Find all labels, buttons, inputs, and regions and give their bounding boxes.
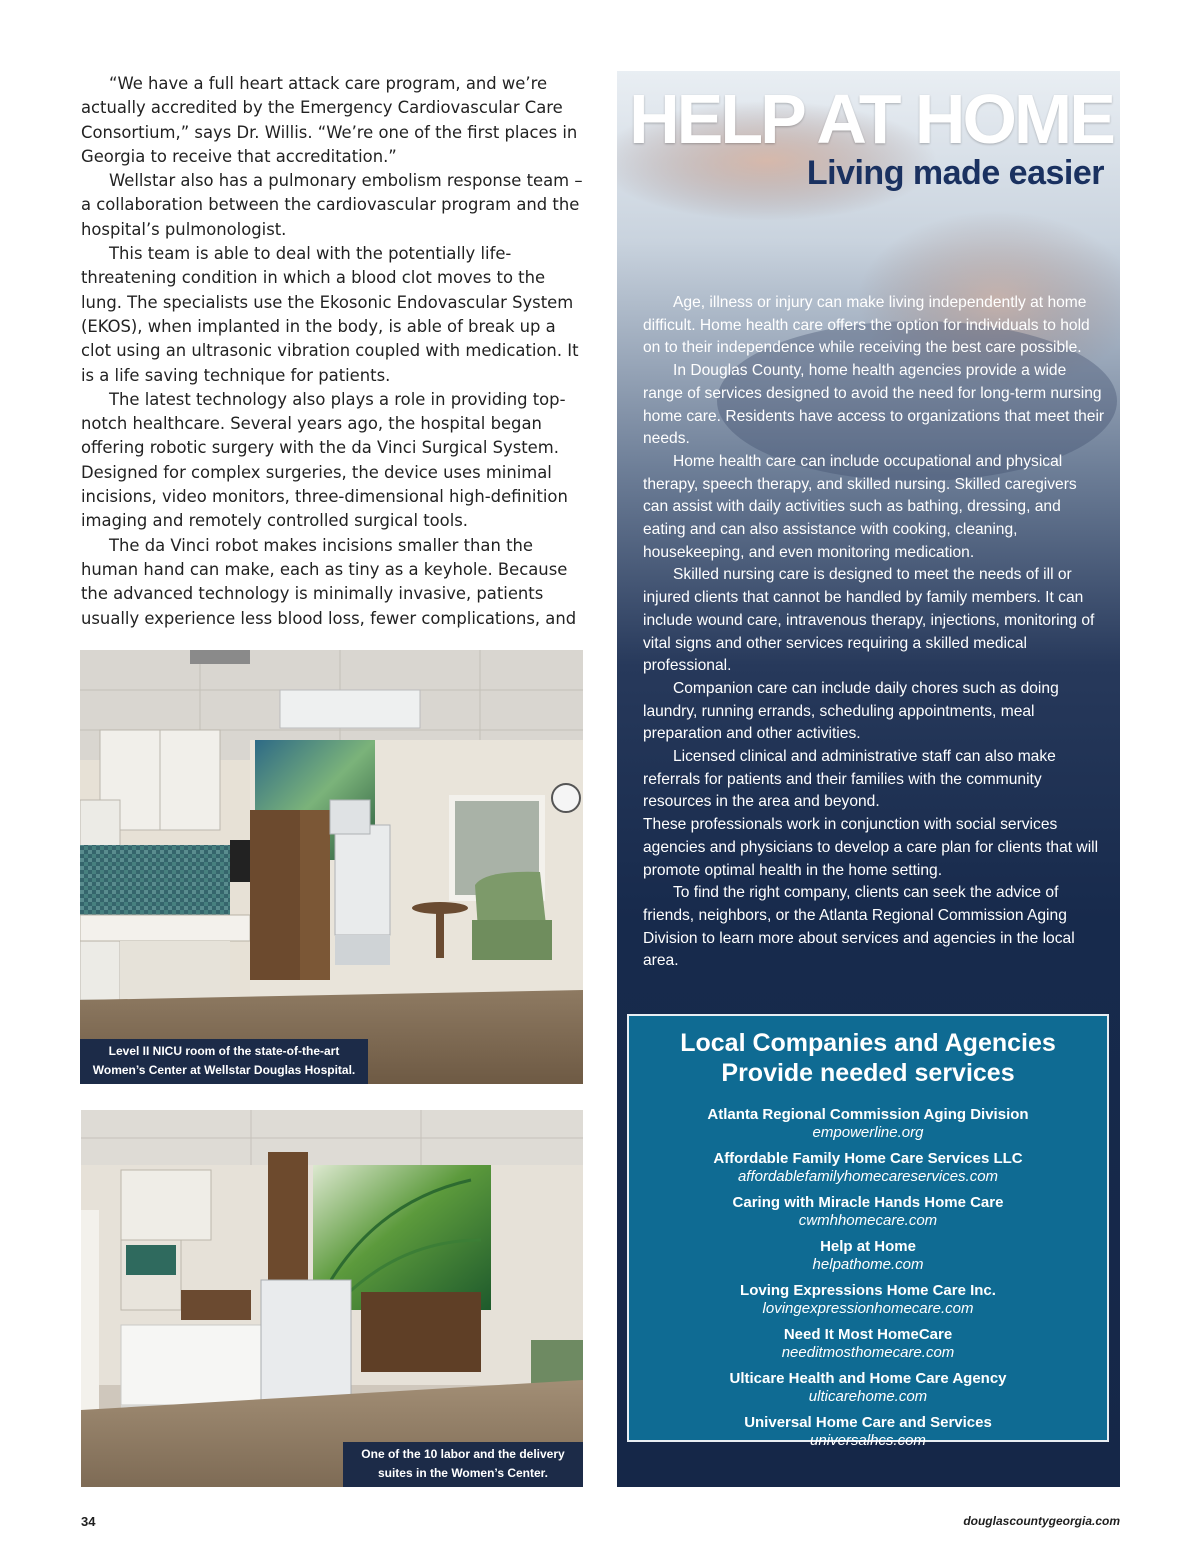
article-paragraph: The latest technology also plays a role in providing top-notch healthcare. Several years ago, the hospital began offering robotic surgery with the da Vinci Surgical System. Designed for complex surgeries, the device uses minimal incisions, video monitors, three-dimensional high-definition imaging and remotely controlled surgical tools. [81, 389, 568, 531]
agency-item [629, 1370, 1107, 1406]
nicu-room-illustration [80, 650, 583, 1084]
agency-item [629, 1150, 1107, 1186]
caption-line: Level II NICU room of the state-of-the-art [108, 1044, 340, 1058]
sidebar-paragraph: Age, illness or injury can make living independently at home difficult. Home health care offers the option for individuals to hold on to their independence while receiving the best care possible. [643, 294, 1090, 357]
sidebar-paragraph: Licensed clinical and administrative staff can also make referrals for patients and their families with the community resources in the area and beyond. [643, 748, 1056, 811]
sidebar-paragraph: In Douglas County, home health agencies provide a wide range of services designed to avoid the need for long-term nursing home care. Residents have access to organizations that meet their needs. [643, 362, 1105, 448]
sidebar-subtitle: Living made easier [806, 154, 1104, 192]
sidebar-title: HELP AT HOME [629, 80, 1113, 158]
caption-line: Women’s Center at Wellstar Douglas Hospital. [92, 1063, 356, 1077]
agency-name: Help at Home [820, 1238, 916, 1255]
agencies-box [627, 1014, 1109, 1449]
sidebar-paragraph: These professionals work in conjunction with social services agencies and physicians to develop a care plan for clients that will promote optimal health in the home setting. [643, 816, 1099, 879]
labor-suite-illustration [81, 1110, 583, 1487]
agency-url[interactable]: empowerline.org [812, 1124, 924, 1141]
agency-item [629, 1282, 1107, 1318]
nicu-photo-caption [80, 1039, 368, 1084]
agency-item [629, 1326, 1107, 1362]
article-body [81, 72, 587, 631]
caption-line: suites in the Women’s Center. [377, 1466, 549, 1480]
agencies-title-line: Provide needed services [721, 1059, 1015, 1087]
agency-url[interactable]: universalhcs.com [810, 1432, 926, 1449]
site-url[interactable]: douglascountygeorgia.com [963, 1514, 1120, 1528]
agency-name: Caring with Miracle Hands Home Care [732, 1194, 1004, 1211]
caption-line: One of the 10 labor and the delivery [361, 1447, 565, 1461]
agency-url[interactable]: cwmhhomecare.com [798, 1212, 938, 1229]
agency-item [629, 1194, 1107, 1230]
agency-item [629, 1414, 1107, 1450]
agency-url[interactable]: ulticarehome.com [808, 1388, 928, 1405]
nicu-room-photo [80, 650, 583, 1084]
sidebar-body [643, 292, 1105, 973]
labor-photo-caption [343, 1442, 583, 1487]
agency-item [629, 1238, 1107, 1274]
article-paragraph: Wellstar also has a pulmonary embolism response team – a collaboration between the cardiovascular program and the hospital’s pulmonologist. [81, 171, 583, 239]
agency-name: Need It Most HomeCare [783, 1326, 953, 1343]
agency-name: Loving Expressions Home Care Inc. [740, 1282, 996, 1299]
agency-url[interactable]: lovingexpressionhomecare.com [762, 1300, 974, 1317]
agencies-list [629, 1106, 1107, 1450]
sidebar-paragraph: Home health care can include occupational and physical therapy, speech therapy, and skilled nursing. Skilled caregivers can assist with daily activities such as bathing, dressing, and eating and can also assistance with cooking, cleaning, housekeeping, and even monitoring medication. [643, 452, 1077, 561]
agency-name: Universal Home Care and Services [744, 1414, 992, 1431]
sidebar-paragraph: Companion care can include daily chores such as doing laundry, running errands, scheduling appointments, meal preparation and other activities. [643, 679, 1059, 743]
sidebar-paragraph: To find the right company, clients can seek the advice of friends, neighbors, or the Atlanta Regional Commission Aging Division to learn more about services and agencies in the local area. [643, 884, 1075, 970]
agency-name: Ulticare Health and Home Care Agency [729, 1370, 1007, 1387]
agencies-title-line: Local Companies and Agencies [680, 1029, 1056, 1057]
agency-name: Affordable Family Home Care Services LLC [713, 1150, 1023, 1167]
page-number: 34 [81, 1514, 96, 1529]
article-paragraph: The da Vinci robot makes incisions smaller than the human hand can make, each as tiny as a keyhole. Because the advanced technology is minimally invasive, patients usually experience less blood loss, fewer complications, and [81, 535, 577, 628]
agency-url[interactable]: helpathome.com [812, 1256, 924, 1273]
agencies-title [629, 1028, 1107, 1088]
article-paragraph: This team is able to deal with the potentially life-threatening condition in which a blood clot moves to the lung. The specialists use the Ekosonic Endovascular System (EKOS), when implanted in the body, is able of break up a clot using an ultrasonic vibration coupled with medication. It is a life saving technique for patients. [81, 244, 579, 385]
article-paragraph: “We have a full heart attack care program, and we’re actually accredited by the Emergency Cardiovascular Care Consortium,” says Dr. Willis. “We’re one of the first places in Georgia to receive that accreditation.” [81, 74, 578, 166]
sidebar-paragraph: Skilled nursing care is designed to meet the needs of ill or injured clients that cannot be handled by family members. It can include wound care, intravenous therapy, injections, monitoring of vital signs and other services requiring a skilled medical professional. [643, 566, 1095, 675]
agency-item [629, 1106, 1107, 1142]
help-at-home-sidebar [617, 71, 1120, 1487]
labor-suite-photo [81, 1110, 583, 1487]
agency-name: Atlanta Regional Commission Aging Division [707, 1106, 1029, 1123]
agency-url[interactable]: affordablefamilyhomecareservices.com [737, 1168, 999, 1185]
agency-url[interactable]: needitmosthomecare.com [781, 1344, 955, 1361]
